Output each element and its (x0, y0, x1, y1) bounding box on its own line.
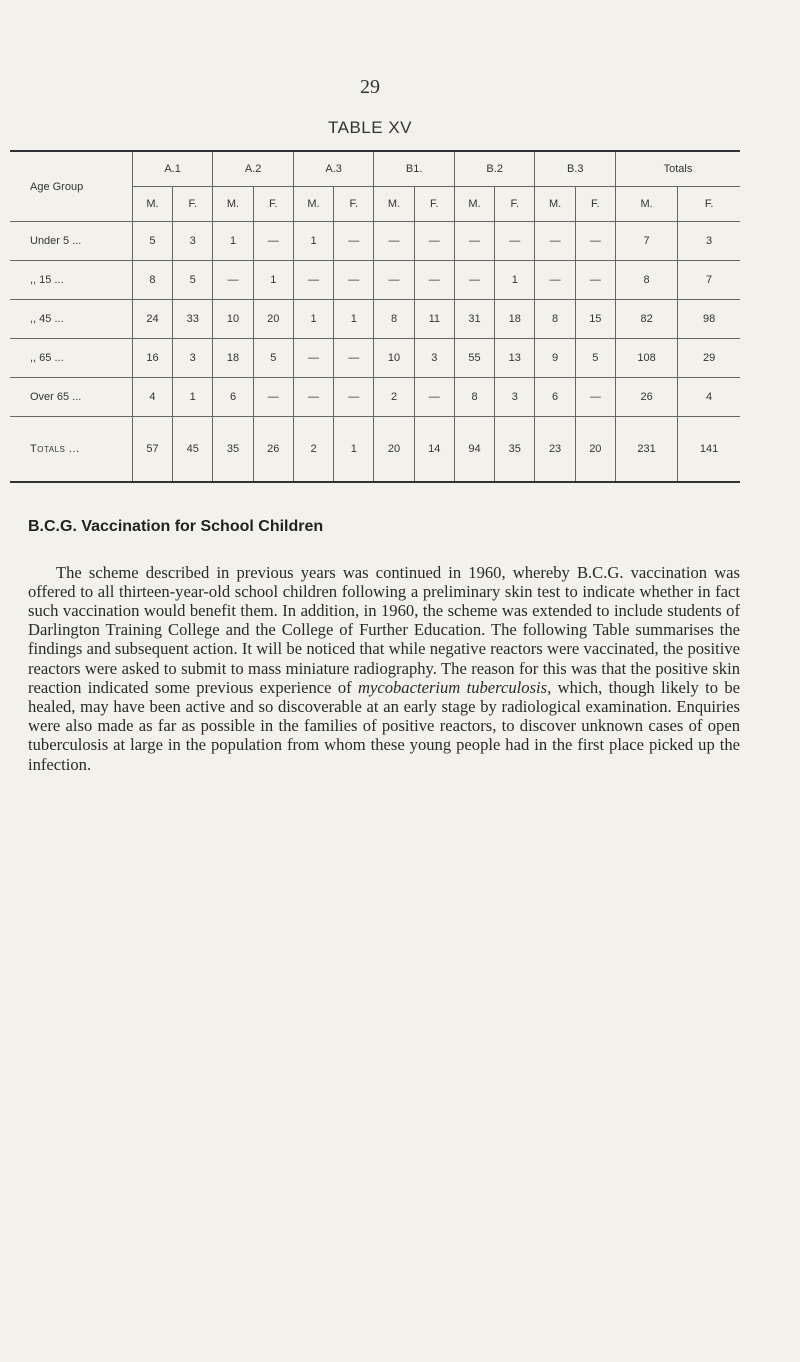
row-label: Under 5 ... (10, 222, 132, 261)
group-header: A.2 (213, 151, 294, 187)
table-cell: 3 (173, 339, 213, 378)
female-header: F. (575, 187, 615, 222)
table-cell: — (454, 222, 494, 261)
table-cell: 18 (495, 300, 535, 339)
row-label: ,, 45 ... (10, 300, 132, 339)
total-cell: 1 (334, 417, 374, 483)
section-heading: B.C.G. Vaccination for School Children (28, 518, 324, 535)
table-cell: 8 (132, 261, 172, 300)
total-cell: 35 (495, 417, 535, 483)
total-cell: 20 (575, 417, 615, 483)
female-header: F. (334, 187, 374, 222)
table-cell: 10 (374, 339, 414, 378)
total-cell: 14 (414, 417, 454, 483)
table-cell: — (334, 261, 374, 300)
table-cell: 24 (132, 300, 172, 339)
table-cell: 7 (678, 261, 740, 300)
group-header-row (10, 151, 740, 187)
group-header: B1. (374, 151, 455, 187)
table-cell: 13 (495, 339, 535, 378)
paragraph-text: , which, though likely to be healed, may have been active and so discoverable at an early stage by radiological examination. Enquiries were also made as far as possible in the families of positive reactors, to discover unknown cases of open tuberculosis at large in the population from whom these young people had in the first place picked up the infection. (28, 677, 741, 774)
total-cell: 2 (293, 417, 333, 483)
table-cell: 82 (615, 300, 677, 339)
table-cell: 31 (454, 300, 494, 339)
male-header: M. (454, 187, 494, 222)
table-cell: 8 (535, 300, 575, 339)
table-cell: — (253, 378, 293, 417)
table-cell: 3 (495, 378, 535, 417)
male-header: M. (615, 187, 677, 222)
paragraph-italic-term: mycobacterium tuberculosis (358, 677, 548, 697)
female-header: F. (678, 187, 740, 222)
body-paragraph (28, 563, 740, 774)
table-cell: — (535, 261, 575, 300)
table-cell: 1 (293, 222, 333, 261)
table-cell: 6 (213, 378, 253, 417)
female-header: F. (253, 187, 293, 222)
male-header: M. (132, 187, 172, 222)
male-header: M. (213, 187, 253, 222)
table-cell: — (414, 378, 454, 417)
table-cell: — (334, 378, 374, 417)
table-cell: — (575, 261, 615, 300)
table-cell: — (213, 261, 253, 300)
table-cell: — (253, 222, 293, 261)
row-label: ,, 65 ... (10, 339, 132, 378)
table-cell: 5 (253, 339, 293, 378)
male-header: M. (535, 187, 575, 222)
table-cell: 2 (374, 378, 414, 417)
table-cell: 3 (414, 339, 454, 378)
table-cell: — (293, 261, 333, 300)
table-cell: 1 (173, 378, 213, 417)
table-row (10, 378, 740, 417)
total-cell: 231 (615, 417, 677, 483)
table-cell: 1 (495, 261, 535, 300)
total-cell: 57 (132, 417, 172, 483)
total-cell: 23 (535, 417, 575, 483)
male-header: M. (293, 187, 333, 222)
table-cell: 4 (132, 378, 172, 417)
totals-group-header: Totals (615, 151, 740, 187)
table-cell: 4 (678, 378, 740, 417)
table-cell: 1 (334, 300, 374, 339)
table-cell: — (374, 222, 414, 261)
table-cell: 1 (253, 261, 293, 300)
male-header: M. (374, 187, 414, 222)
table-cell: 26 (615, 378, 677, 417)
group-header: B.3 (535, 151, 616, 187)
total-cell: 94 (454, 417, 494, 483)
table-cell: 5 (173, 261, 213, 300)
table-row (10, 300, 740, 339)
table-cell: 29 (678, 339, 740, 378)
total-cell: 35 (213, 417, 253, 483)
table-cell: — (334, 339, 374, 378)
table-cell: 5 (575, 339, 615, 378)
table-cell: 108 (615, 339, 677, 378)
table-cell: — (414, 261, 454, 300)
table-cell: 1 (213, 222, 253, 261)
table-cell: 55 (454, 339, 494, 378)
table-cell: 3 (678, 222, 740, 261)
table-cell: 18 (213, 339, 253, 378)
page-number: 29 (360, 76, 380, 98)
table-cell: — (575, 222, 615, 261)
group-header: A.3 (293, 151, 374, 187)
table-cell: 5 (132, 222, 172, 261)
age-group-header: Age Group (10, 151, 132, 222)
paragraph-text: The scheme described in previous years was continued in 1960, whereby B.C.G. vaccination was offered to all thirteen-year-old school children following a preliminary skin test to indicate whether in fact such vaccination would benefit them. In addition, in 1960, the scheme was extended to include students of Darlington Training College and the College of Further Education. The following Table summarises the findings and subsequent action. It will be noticed that while negative reactors were vaccinated, the positive reactors were asked to submit to mass miniature radiography. The reason for this was that the positive skin reaction indicated some previous experience of (28, 562, 740, 697)
table-cell: 15 (575, 300, 615, 339)
female-header: F. (173, 187, 213, 222)
table-container (10, 150, 740, 483)
group-header: A.1 (132, 151, 213, 187)
table-cell: — (293, 378, 333, 417)
table-cell: — (575, 378, 615, 417)
row-label: ,, 15 ... (10, 261, 132, 300)
table-cell: — (454, 261, 494, 300)
total-cell: 26 (253, 417, 293, 483)
table-cell: — (495, 222, 535, 261)
table-cell: 1 (293, 300, 333, 339)
totals-row (10, 417, 740, 483)
totals-label: Totals ... (10, 417, 132, 483)
table-cell: — (374, 261, 414, 300)
table-cell: 6 (535, 378, 575, 417)
table-cell: 98 (678, 300, 740, 339)
table-cell: 33 (173, 300, 213, 339)
table-cell: 8 (374, 300, 414, 339)
table-row (10, 222, 740, 261)
age-group-table (10, 150, 740, 483)
table-cell: — (535, 222, 575, 261)
table-cell: 3 (173, 222, 213, 261)
table-cell: 7 (615, 222, 677, 261)
table-cell: — (334, 222, 374, 261)
table-title: TABLE XV (328, 118, 412, 137)
table-cell: 10 (213, 300, 253, 339)
table-cell: 16 (132, 339, 172, 378)
table-cell: 11 (414, 300, 454, 339)
table-cell: 20 (253, 300, 293, 339)
table-cell: 8 (454, 378, 494, 417)
table-cell: — (293, 339, 333, 378)
table-cell: 8 (615, 261, 677, 300)
row-label: Over 65 ... (10, 378, 132, 417)
total-cell: 45 (173, 417, 213, 483)
table-cell: 9 (535, 339, 575, 378)
table-cell: — (414, 222, 454, 261)
female-header: F. (495, 187, 535, 222)
group-header: B.2 (454, 151, 535, 187)
table-row (10, 261, 740, 300)
total-cell: 20 (374, 417, 414, 483)
table-row (10, 339, 740, 378)
female-header: F. (414, 187, 454, 222)
total-cell: 141 (678, 417, 740, 483)
